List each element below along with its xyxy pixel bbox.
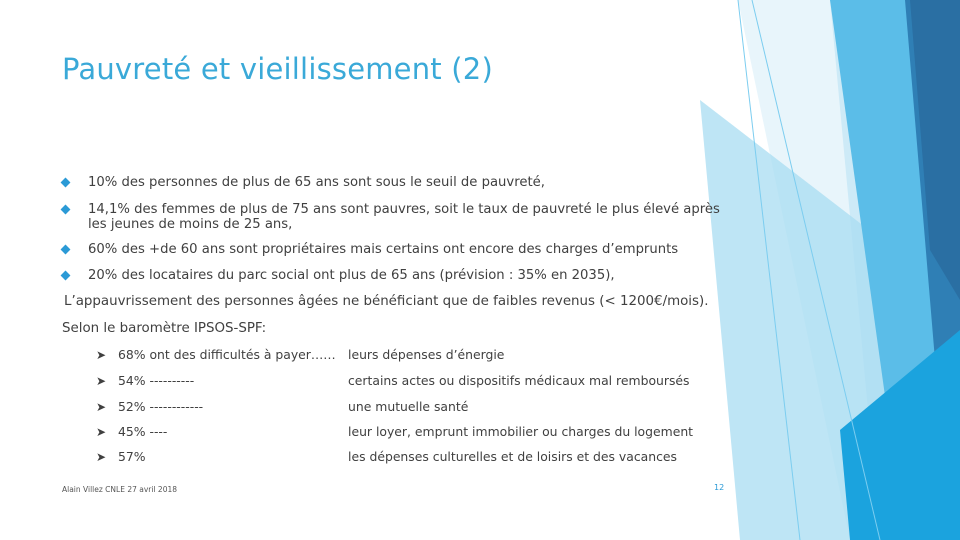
slide-title: Pauvreté et vieillissement (2) xyxy=(62,52,493,86)
barometer-item-right: les dépenses culturelles et de loisirs et des vacances xyxy=(348,449,678,464)
barometer-item-left: 68% ont des difficultés à payer…… xyxy=(118,347,336,362)
barometer-item-left: 52% ------------ xyxy=(118,399,204,414)
diamond-bullet-icon xyxy=(61,271,71,281)
page-number: 12 xyxy=(714,483,725,492)
arrow-bullet-icon: ➤ xyxy=(96,450,107,464)
footer-text: Alain Villez CNLE 27 avril 2018 xyxy=(62,485,178,494)
bullet-text: 20% des locataires du parc social ont plus de 65 ans (prévision : 35% en 2035), xyxy=(88,268,615,283)
bullet-text-line-1: 14,1% des femmes de plus de 75 ans sont pauvres, soit le taux de pauvreté le plus élevé après xyxy=(88,202,720,217)
paragraph-appauvrissement: L’appauvrissement des personnes âgées ne bénéficiant que de faibles revenus (< 1200€/mois). xyxy=(64,294,709,309)
barometer-item-left: 45% ---- xyxy=(118,424,168,439)
bullet-text-line-2: les jeunes de moins de 25 ans, xyxy=(88,217,293,232)
barometer-item-left: 57% xyxy=(118,449,146,464)
diamond-bullet-icon xyxy=(61,178,71,188)
bullet-text: 60% des +de 60 ans sont propriétaires mais certains ont encore des charges d’emprunts xyxy=(88,242,679,257)
bullet-text: 10% des personnes de plus de 65 ans sont sous le seuil de pauvreté, xyxy=(88,175,545,190)
arrow-bullet-icon: ➤ xyxy=(96,374,107,388)
barometer-item-right: leur loyer, emprunt immobilier ou charges du logement xyxy=(348,424,694,439)
diamond-bullet-icon xyxy=(61,205,71,215)
barometer-intro: Selon le baromètre IPSOS-SPF: xyxy=(62,321,267,336)
arrow-bullet-icon: ➤ xyxy=(96,400,107,414)
barometer-item-left: 54% ---------- xyxy=(118,373,195,388)
barometer-item-right: leurs dépenses d’énergie xyxy=(348,347,505,362)
barometer-item-right: certains actes ou dispositifs médicaux mal remboursés xyxy=(348,373,690,388)
barometer-item-right: une mutuelle santé xyxy=(348,399,469,414)
arrow-bullet-icon: ➤ xyxy=(96,348,107,362)
diamond-bullet-icon xyxy=(61,245,71,255)
arrow-bullet-icon: ➤ xyxy=(96,425,107,439)
